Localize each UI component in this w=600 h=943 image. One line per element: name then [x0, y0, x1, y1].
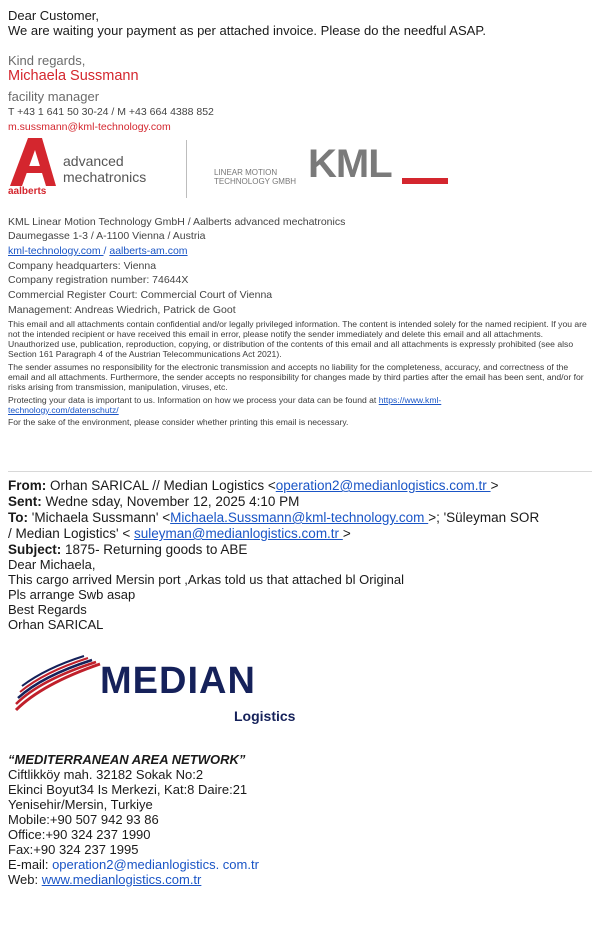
address-line-1: Ciftlikköy mah. 32182 Sokak No:2 [8, 767, 204, 782]
company-regnum: Company registration number: 74644X [8, 274, 189, 286]
median-logo [12, 650, 302, 732]
sender-name: Michaela Sussmann [8, 68, 139, 84]
kml-line2: TECHNOLOGY GMBH [214, 177, 297, 186]
quoted-greeting: Dear Michaela, [8, 557, 96, 572]
address-line-2: Ekinci Boyut34 Is Merkezi, Kat:8 Daire:21 [8, 782, 248, 797]
logo-divider [186, 140, 187, 198]
sender-email-link[interactable]: m.sussmann@kml-technology.com [8, 121, 171, 133]
company-address: Daumegasse 1-3 / A-1100 Vienna / Austria [8, 230, 206, 242]
header-to [8, 510, 539, 526]
to-text3: / Median Logistics' < [8, 526, 131, 541]
company-management: Management: Andreas Wiedrich, Patrick de Goot [8, 304, 236, 316]
to-end: > [342, 526, 351, 541]
fax-number: Fax:+90 324 237 1995 [8, 842, 139, 857]
address-line-3: Yenisehir/Mersin, Turkiye [8, 797, 153, 812]
signature-email-link[interactable]: operation2@medianlogistics. com.tr [52, 857, 259, 872]
network-slogan: “MEDITERRANEAN AREA NETWORK” [8, 752, 246, 767]
quoted-line-1: This cargo arrived Mersin port ,Arkas told us that attached bl Original [8, 572, 404, 587]
signature-email [8, 857, 259, 872]
aalberts-logo [8, 136, 178, 200]
message-divider [8, 471, 592, 472]
median-swoosh-icon [12, 654, 102, 724]
disclaimer-liability: The sender assumes no responsibility for the electronic transmission and accepts no liability for the completeness, accuracy, and correctness of the email and all attachments. Furthermore, the sender accepts no responsibility for changes made by third parties after the email has been sent, and/or for risks arising from transmission, manipulation, viruses, etc. [8, 362, 584, 392]
to-label: To: [8, 510, 28, 525]
quoted-name: Orhan SARICAL [8, 617, 104, 632]
to-email-link-2[interactable]: suleyman@medianlogistics.com.tr [134, 526, 343, 541]
sender-title: facility manager [8, 89, 100, 104]
median-brand: MEDIAN [100, 660, 256, 702]
to-text1: 'Michaela Sussmann' < [31, 510, 171, 525]
to-text2: >; 'Süleyman SOR [428, 510, 540, 525]
aalberts-line1: advanced [63, 153, 124, 169]
environment-note: For the sake of the environment, please consider whether printing this email is necessary. [8, 417, 349, 427]
signature-web [8, 872, 201, 887]
to-email-link-1[interactable]: Michaela.Sussmann@kml-technology.com [170, 510, 429, 525]
from-end: > [490, 478, 499, 493]
mobile-number: Mobile:+90 507 942 93 86 [8, 812, 159, 827]
sent-text: Wedne sday, November 12, 2025 4:10 PM [45, 494, 300, 509]
link-separator: / [103, 245, 107, 257]
header-from [8, 478, 498, 494]
email-label: E-mail: [8, 857, 53, 872]
closing: Kind regards, [8, 53, 86, 68]
from-text: Orhan SARICAL // Median Logistics < [50, 478, 276, 493]
header-sent [8, 494, 299, 510]
median-sub: Logistics [234, 708, 296, 724]
privacy-link[interactable]: https://www.kml-technology.com/datenschutz/ [8, 395, 442, 415]
quoted-regards: Best Regards [8, 602, 87, 617]
aalberts-brand: aalberts [8, 186, 47, 197]
subject-text: 1875- Returning goods to ABE [65, 542, 248, 557]
disclaimer-confidentiality: This email and all attachments contain confidential and/or legally privileged information. The content is intended solely for the named recipient. If you are not the intended recipient or have received this email in error, please notify the sender immediately and delete this email and all attachments. Unauthorized use, publication, reproduction, copying, or distribution of the contents of this email and all attachments is expressly prohibited (see also Section 161 Paragraph 4 of the Austrian Telecommunications Act 2021). [8, 319, 587, 359]
from-label: From: [8, 478, 47, 493]
privacy-notice [8, 395, 488, 415]
aalberts-website-link[interactable]: aalberts-am.com [109, 245, 188, 257]
greeting: Dear Customer, [8, 8, 100, 23]
header-subject [8, 542, 247, 558]
kml-logo [212, 142, 452, 190]
header-to-cont [8, 526, 351, 542]
subject-label: Subject: [8, 542, 62, 557]
kml-website-link[interactable]: kml-technology.com [8, 245, 104, 257]
web-label: Web: [8, 872, 42, 887]
company-court: Commercial Register Court: Commercial Court of Vienna [8, 289, 273, 301]
company-name: KML Linear Motion Technology GmbH / Aalberts advanced mechatronics [8, 216, 346, 228]
quoted-line-2: Pls arrange Swb asap [8, 587, 136, 602]
kml-red-bar-icon [402, 178, 448, 186]
sent-label: Sent: [8, 494, 42, 509]
office-number: Office:+90 324 237 1990 [8, 827, 151, 842]
signature-web-link[interactable]: www.medianlogistics.com.tr [41, 872, 202, 887]
from-email-link[interactable]: operation2@medianlogistics.com.tr [275, 478, 491, 493]
kml-brand: KML [308, 142, 392, 186]
company-links [8, 245, 188, 257]
company-hq: Company headquarters: Vienna [8, 260, 157, 272]
sender-phone: T +43 1 641 50 30-24 / M +43 664 4388 852 [8, 106, 214, 118]
aalberts-line2: mechatronics [63, 169, 147, 185]
message-body: We are waiting your payment as per attached invoice. Please do the needful ASAP. [8, 23, 486, 38]
kml-line1: LINEAR MOTION [214, 168, 278, 177]
privacy-text: Protecting your data is important to us. Information on how we process your data can be found at [8, 395, 379, 405]
